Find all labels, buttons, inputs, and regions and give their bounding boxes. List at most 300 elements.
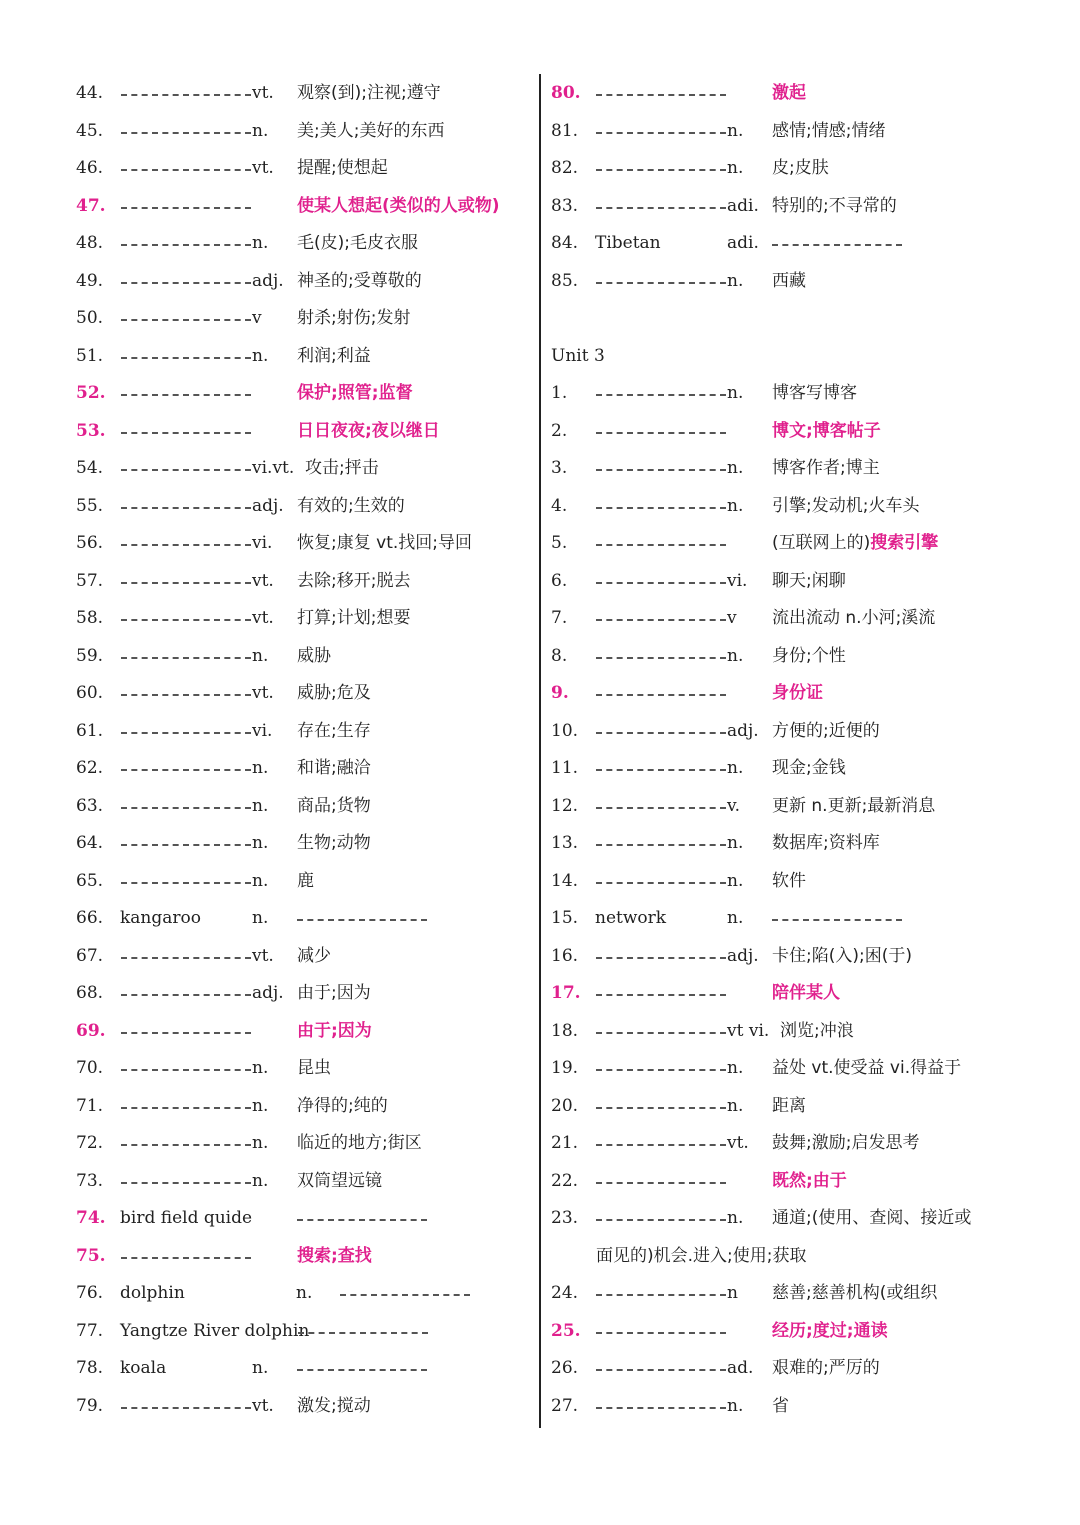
vocab-entry bbox=[551, 1313, 1031, 1351]
entry-number: 75. bbox=[76, 1245, 106, 1266]
part-of-speech: vi. bbox=[252, 720, 273, 741]
part-of-speech: adi. bbox=[727, 233, 759, 253]
chinese-meaning: 浏览;冲浪 bbox=[780, 1020, 854, 1041]
answer-blank[interactable] bbox=[121, 1181, 251, 1184]
chinese-meaning: 净得的;纯的 bbox=[297, 1095, 388, 1116]
answer-blank[interactable] bbox=[121, 506, 251, 509]
vocab-entry bbox=[76, 188, 538, 226]
entry-number: 62. bbox=[76, 758, 104, 778]
part-of-speech: n. bbox=[727, 495, 744, 516]
entry-number: 14. bbox=[551, 870, 579, 891]
answer-blank[interactable] bbox=[298, 1331, 428, 1334]
vocab-entry bbox=[76, 113, 538, 151]
part-of-speech: vi.vt. bbox=[252, 458, 295, 478]
entry-number: 49. bbox=[76, 270, 104, 291]
answer-blank[interactable] bbox=[121, 1106, 251, 1109]
chinese-meaning: 威胁;危及 bbox=[297, 683, 371, 703]
part-of-speech: n. bbox=[727, 758, 744, 778]
entry-number: 66. bbox=[76, 908, 104, 928]
answer-blank[interactable] bbox=[121, 393, 251, 396]
chinese-meaning: 存在;生存 bbox=[297, 720, 371, 741]
meaning-continuation bbox=[551, 1238, 1031, 1276]
part-of-speech: n. bbox=[252, 833, 269, 853]
chinese-meaning: 卡住;陷(入);困(于) bbox=[772, 945, 912, 966]
vocab-entry bbox=[76, 150, 538, 188]
part-of-speech: vt. bbox=[727, 1133, 749, 1153]
answer-blank[interactable] bbox=[121, 1143, 251, 1146]
chinese-meaning: 鹿 bbox=[297, 870, 314, 891]
left-vocab-column bbox=[76, 75, 538, 1425]
chinese-meaning: 由于;因为 bbox=[297, 1020, 372, 1041]
answer-blank[interactable] bbox=[596, 768, 726, 771]
entry-number: 3. bbox=[551, 458, 568, 478]
vocab-entry bbox=[551, 1163, 1031, 1201]
answer-blank[interactable] bbox=[596, 281, 726, 284]
answer-blank[interactable] bbox=[121, 956, 251, 959]
vocab-entry bbox=[551, 150, 1031, 188]
vocab-entry bbox=[76, 1275, 538, 1313]
answer-blank[interactable] bbox=[121, 356, 251, 359]
part-of-speech: n. bbox=[727, 383, 744, 403]
answer-blank[interactable] bbox=[596, 618, 726, 621]
entry-number: 12. bbox=[551, 795, 579, 816]
vocab-entry bbox=[551, 788, 1031, 826]
answer-blank[interactable] bbox=[596, 131, 726, 134]
entry-number: 17. bbox=[551, 983, 581, 1003]
answer-blank[interactable] bbox=[596, 656, 726, 659]
entry-number: 10. bbox=[551, 720, 579, 741]
vocab-entry bbox=[551, 638, 1031, 676]
answer-blank[interactable] bbox=[596, 1106, 726, 1109]
chinese-meaning: 和谐;融洽 bbox=[297, 758, 371, 778]
vocab-entry bbox=[76, 1238, 538, 1276]
entry-number: 74. bbox=[76, 1208, 106, 1228]
part-of-speech: n. bbox=[252, 1133, 269, 1153]
vocab-entry bbox=[551, 413, 1031, 451]
answer-blank[interactable] bbox=[596, 1143, 726, 1146]
vocab-entry bbox=[76, 1088, 538, 1126]
chinese-meaning bbox=[772, 525, 938, 563]
chinese-meaning: 既然;由于 bbox=[772, 1170, 847, 1191]
entry-number: 6. bbox=[551, 570, 568, 591]
part-of-speech: n. bbox=[252, 645, 269, 666]
entry-number: 55. bbox=[76, 495, 104, 516]
entry-number: 18. bbox=[551, 1020, 579, 1041]
answer-blank[interactable] bbox=[596, 1331, 726, 1334]
entry-number: 8. bbox=[551, 645, 568, 666]
chinese-meaning: 特别的;不寻常的 bbox=[772, 195, 897, 216]
answer-blank[interactable] bbox=[596, 956, 726, 959]
entry-number: 58. bbox=[76, 608, 104, 628]
answer-blank[interactable] bbox=[596, 1031, 726, 1034]
vocab-entry bbox=[551, 488, 1031, 526]
chinese-meaning: 身份证 bbox=[772, 683, 823, 703]
vocab-entry bbox=[551, 225, 1031, 263]
answer-blank[interactable] bbox=[596, 1406, 726, 1409]
chinese-meaning: 日日夜夜;夜以继日 bbox=[297, 420, 440, 441]
chinese-meaning: 打算;计划;想要 bbox=[297, 608, 411, 628]
part-of-speech: v. bbox=[727, 795, 740, 816]
vocab-entry bbox=[76, 375, 538, 413]
chinese-meaning: 博客作者;博主 bbox=[772, 458, 880, 478]
vocab-entry bbox=[551, 1350, 1031, 1388]
answer-blank[interactable] bbox=[121, 993, 251, 996]
chinese-meaning: 陪伴某人 bbox=[772, 983, 840, 1003]
answer-blank[interactable] bbox=[121, 206, 251, 209]
vocab-entry bbox=[76, 675, 538, 713]
entry-number: 19. bbox=[551, 1058, 579, 1078]
answer-blank[interactable] bbox=[121, 1406, 251, 1409]
english-word: Tibetan bbox=[595, 233, 661, 253]
english-word: network bbox=[595, 908, 667, 928]
entry-number: 45. bbox=[76, 120, 104, 141]
vocab-entry bbox=[551, 450, 1031, 488]
entry-number: 83. bbox=[551, 195, 579, 216]
answer-blank[interactable] bbox=[121, 656, 251, 659]
entry-number: 23. bbox=[551, 1208, 579, 1228]
vocab-entry bbox=[76, 525, 538, 563]
part-of-speech: ad. bbox=[727, 1358, 754, 1378]
vocab-entry bbox=[551, 563, 1031, 601]
answer-blank[interactable] bbox=[297, 1218, 427, 1221]
entry-number: 54. bbox=[76, 458, 104, 478]
answer-blank[interactable] bbox=[121, 543, 251, 546]
entry-number: 1. bbox=[551, 383, 568, 403]
part-of-speech: adj. bbox=[252, 495, 284, 516]
chinese-meaning: 临近的地方;街区 bbox=[297, 1133, 422, 1153]
chinese-meaning: 生物;动物 bbox=[297, 833, 371, 853]
vocab-entry bbox=[76, 450, 538, 488]
part-of-speech: n. bbox=[727, 270, 744, 291]
vocab-entry bbox=[551, 263, 1031, 301]
chinese-meaning: 由于;因为 bbox=[297, 983, 371, 1003]
vocab-entry bbox=[551, 1388, 1031, 1426]
answer-blank[interactable] bbox=[772, 918, 902, 921]
part-of-speech: vt. bbox=[252, 158, 274, 178]
part-of-speech: n. bbox=[252, 1358, 269, 1378]
vocab-entry bbox=[76, 1200, 538, 1238]
answer-blank[interactable] bbox=[121, 281, 251, 284]
vocab-entry bbox=[76, 863, 538, 901]
part-of-speech: n. bbox=[727, 158, 744, 178]
entry-number: 72. bbox=[76, 1133, 104, 1153]
answer-blank[interactable] bbox=[297, 1368, 427, 1371]
part-of-speech: n. bbox=[252, 233, 269, 253]
chinese-meaning: 数据库;资料库 bbox=[772, 833, 880, 853]
entry-number: 27. bbox=[551, 1395, 579, 1416]
answer-blank[interactable] bbox=[596, 1181, 726, 1184]
chinese-meaning: 减少 bbox=[297, 945, 331, 966]
answer-blank[interactable] bbox=[297, 918, 427, 921]
part-of-speech: vt. bbox=[252, 683, 274, 703]
vocab-entry bbox=[551, 675, 1031, 713]
entry-number: 63. bbox=[76, 795, 104, 816]
entry-number: 85. bbox=[551, 270, 579, 291]
chinese-meaning: 身份;个性 bbox=[772, 645, 846, 666]
vocab-entry bbox=[551, 113, 1031, 151]
answer-blank[interactable] bbox=[596, 881, 726, 884]
entry-number: 48. bbox=[76, 233, 104, 253]
entry-number: 46. bbox=[76, 158, 104, 178]
chinese-meaning: 距离 bbox=[772, 1095, 806, 1116]
entry-number: 68. bbox=[76, 983, 104, 1003]
vocab-entry bbox=[551, 975, 1031, 1013]
part-of-speech: vt. bbox=[252, 608, 274, 628]
english-word: Yangtze River dolphin bbox=[120, 1320, 310, 1341]
answer-blank[interactable] bbox=[121, 1031, 251, 1034]
answer-blank[interactable] bbox=[121, 93, 251, 96]
part-of-speech: n. bbox=[727, 833, 744, 853]
vocab-entry bbox=[76, 1388, 538, 1426]
part-of-speech: n. bbox=[252, 120, 269, 141]
part-of-speech: n. bbox=[252, 758, 269, 778]
chinese-meaning: 慈善;慈善机构(或组织 bbox=[772, 1283, 938, 1303]
answer-blank[interactable] bbox=[596, 731, 726, 734]
part-of-speech: adj. bbox=[727, 945, 759, 966]
vocab-entry bbox=[76, 975, 538, 1013]
vocab-entry bbox=[76, 713, 538, 751]
vocab-entry bbox=[551, 750, 1031, 788]
vocab-entry bbox=[76, 600, 538, 638]
answer-blank[interactable] bbox=[596, 581, 726, 584]
entry-number: 82. bbox=[551, 158, 579, 178]
answer-blank[interactable] bbox=[596, 806, 726, 809]
entry-number: 25. bbox=[551, 1320, 581, 1341]
answer-blank[interactable] bbox=[596, 1218, 726, 1221]
vocab-entry bbox=[551, 825, 1031, 863]
answer-blank[interactable] bbox=[121, 768, 251, 771]
vocab-entry bbox=[76, 338, 538, 376]
chinese-meaning: 射杀;射伤;发射 bbox=[297, 308, 411, 328]
answer-blank[interactable] bbox=[121, 131, 251, 134]
entry-number: 15. bbox=[551, 908, 579, 928]
chinese-meaning: 激发;搅动 bbox=[297, 1395, 371, 1416]
answer-blank[interactable] bbox=[121, 843, 251, 846]
unit-heading bbox=[551, 338, 1031, 376]
chinese-meaning: 软件 bbox=[772, 870, 806, 891]
entry-number: 4. bbox=[551, 495, 568, 516]
vocab-entry bbox=[76, 1050, 538, 1088]
answer-blank[interactable] bbox=[596, 1368, 726, 1371]
entry-number: 81. bbox=[551, 120, 579, 141]
answer-blank[interactable] bbox=[121, 806, 251, 809]
english-word: bird field quide bbox=[120, 1208, 253, 1228]
chinese-meaning: 引擎;发动机;火车头 bbox=[772, 495, 920, 516]
vocab-entry bbox=[76, 825, 538, 863]
entry-number: 13. bbox=[551, 833, 579, 853]
chinese-meaning: 现金;金钱 bbox=[772, 758, 846, 778]
answer-blank[interactable] bbox=[596, 468, 726, 471]
answer-blank[interactable] bbox=[121, 881, 251, 884]
answer-blank[interactable] bbox=[596, 168, 726, 171]
answer-blank[interactable] bbox=[121, 693, 251, 696]
part-of-speech: adi. bbox=[727, 195, 759, 216]
entry-number: 78. bbox=[76, 1358, 104, 1378]
part-of-speech: v bbox=[727, 608, 737, 628]
chinese-meaning: 艰难的;严厉的 bbox=[772, 1358, 880, 1378]
answer-blank[interactable] bbox=[121, 168, 251, 171]
answer-blank[interactable] bbox=[596, 1068, 726, 1071]
entry-number: 7. bbox=[551, 608, 568, 628]
answer-blank[interactable] bbox=[596, 393, 726, 396]
answer-blank[interactable] bbox=[596, 843, 726, 846]
entry-number: 64. bbox=[76, 833, 104, 853]
entry-number: 53. bbox=[76, 420, 106, 441]
vocab-entry bbox=[551, 863, 1031, 901]
answer-blank[interactable] bbox=[121, 731, 251, 734]
answer-blank[interactable] bbox=[121, 618, 251, 621]
answer-blank[interactable] bbox=[121, 243, 251, 246]
answer-blank[interactable] bbox=[121, 1068, 251, 1071]
chinese-meaning: 皮;皮肤 bbox=[772, 158, 829, 178]
entry-number: 24. bbox=[551, 1283, 579, 1303]
chinese-meaning: 商品;货物 bbox=[297, 795, 371, 816]
part-of-speech: n. bbox=[252, 1058, 269, 1078]
part-of-speech: adj. bbox=[252, 983, 284, 1003]
part-of-speech: vt. bbox=[252, 83, 274, 103]
chinese-meaning: 通道;(使用、查阅、接近或 bbox=[772, 1208, 972, 1228]
part-of-speech: n. bbox=[727, 870, 744, 891]
answer-blank[interactable] bbox=[596, 993, 726, 996]
entry-number: 11. bbox=[551, 758, 579, 778]
answer-blank[interactable] bbox=[121, 318, 251, 321]
part-of-speech: n. bbox=[727, 1058, 744, 1078]
answer-blank[interactable] bbox=[596, 1293, 726, 1296]
answer-blank[interactable] bbox=[596, 543, 726, 546]
entry-number: 84. bbox=[551, 233, 579, 253]
entry-number: 20. bbox=[551, 1095, 579, 1116]
meaning-prefix: (互联网上的) bbox=[772, 533, 871, 553]
vocab-entry bbox=[76, 750, 538, 788]
column-divider bbox=[539, 74, 541, 1428]
vocab-entry bbox=[76, 413, 538, 451]
entry-number: 67. bbox=[76, 945, 104, 966]
part-of-speech: vi. bbox=[252, 533, 273, 553]
chinese-meaning: 更新 n.更新;最新消息 bbox=[772, 795, 936, 816]
answer-blank[interactable] bbox=[121, 468, 251, 471]
vocab-entry bbox=[551, 375, 1031, 413]
chinese-meaning: 鼓舞;激励;启发思考 bbox=[772, 1133, 920, 1153]
entry-number: 79. bbox=[76, 1395, 104, 1416]
part-of-speech: adj. bbox=[727, 720, 759, 741]
meaning-text: 面见的)机会.进入;使用;获取 bbox=[596, 1245, 807, 1266]
english-word: koala bbox=[120, 1358, 167, 1378]
entry-number: 2. bbox=[551, 420, 568, 441]
answer-blank[interactable] bbox=[121, 431, 251, 434]
entry-number: 73. bbox=[76, 1170, 104, 1191]
entry-number: 47. bbox=[76, 195, 106, 216]
part-of-speech: vt vi. bbox=[727, 1020, 770, 1041]
answer-blank[interactable] bbox=[596, 506, 726, 509]
chinese-meaning: 省 bbox=[772, 1395, 789, 1416]
chinese-meaning: 攻击;抨击 bbox=[305, 458, 379, 478]
part-of-speech: vt. bbox=[252, 1395, 274, 1416]
entry-number: 59. bbox=[76, 645, 104, 666]
vocab-entry bbox=[551, 525, 1031, 563]
answer-blank[interactable] bbox=[340, 1293, 470, 1296]
chinese-meaning: 激起 bbox=[772, 83, 806, 103]
vocab-entry bbox=[551, 938, 1031, 976]
part-of-speech: n bbox=[727, 1283, 738, 1303]
vocab-entry bbox=[551, 1275, 1031, 1313]
vocab-entry bbox=[76, 263, 538, 301]
part-of-speech: n. bbox=[727, 1208, 744, 1228]
vocab-entry bbox=[76, 938, 538, 976]
chinese-meaning: 益处 vt.使受益 vi.得益于 bbox=[772, 1058, 962, 1078]
entry-number: 57. bbox=[76, 570, 104, 591]
entry-number: 16. bbox=[551, 945, 579, 966]
vocab-entry bbox=[76, 75, 538, 113]
entry-number: 21. bbox=[551, 1133, 579, 1153]
vocab-entry bbox=[551, 188, 1031, 226]
entry-number: 69. bbox=[76, 1020, 106, 1041]
part-of-speech: vt. bbox=[252, 945, 274, 966]
vocab-entry bbox=[76, 225, 538, 263]
vocab-entry bbox=[551, 600, 1031, 638]
part-of-speech: n. bbox=[727, 1095, 744, 1116]
answer-blank[interactable] bbox=[121, 581, 251, 584]
chinese-meaning: 流出流动 n.小河;溪流 bbox=[772, 608, 936, 628]
chinese-meaning: 方便的;近便的 bbox=[772, 720, 880, 741]
english-word: dolphin bbox=[120, 1283, 185, 1303]
part-of-speech: n. bbox=[252, 795, 269, 816]
vocab-entry bbox=[76, 300, 538, 338]
spacer bbox=[551, 300, 1031, 338]
vocab-entry bbox=[551, 713, 1031, 751]
entry-number: 76. bbox=[76, 1283, 104, 1303]
part-of-speech: vt. bbox=[252, 570, 274, 591]
chinese-meaning: 博客写博客 bbox=[772, 383, 857, 403]
vocab-entry bbox=[76, 1163, 538, 1201]
part-of-speech: n. bbox=[727, 645, 744, 666]
english-word: kangaroo bbox=[120, 908, 201, 928]
vocab-entry bbox=[551, 1013, 1031, 1051]
chinese-meaning: 博文;博客帖子 bbox=[772, 420, 881, 441]
chinese-meaning: 去除;移开;脱去 bbox=[297, 570, 411, 591]
part-of-speech: n. bbox=[252, 870, 269, 891]
answer-blank[interactable] bbox=[121, 1256, 251, 1259]
chinese-meaning: 经历;度过;通读 bbox=[772, 1320, 888, 1341]
chinese-meaning: 神圣的;受尊敬的 bbox=[297, 270, 422, 291]
answer-blank[interactable] bbox=[596, 693, 726, 696]
entry-number: 52. bbox=[76, 383, 106, 403]
chinese-meaning: 感情;情感;情绪 bbox=[772, 120, 886, 141]
vocab-entry bbox=[551, 1050, 1031, 1088]
chinese-meaning: 毛(皮);毛皮衣服 bbox=[297, 233, 418, 253]
meaning-highlight: 搜索引擎 bbox=[870, 533, 939, 553]
chinese-meaning: 有效的;生效的 bbox=[297, 495, 405, 516]
chinese-meaning: 双筒望远镜 bbox=[297, 1170, 382, 1191]
answer-blank[interactable] bbox=[772, 243, 902, 246]
answer-blank[interactable] bbox=[596, 206, 726, 209]
chinese-meaning: 利润;利益 bbox=[297, 345, 371, 366]
entry-number: 22. bbox=[551, 1170, 579, 1191]
answer-blank[interactable] bbox=[596, 93, 726, 96]
entry-number: 80. bbox=[551, 83, 581, 103]
entry-number: 77. bbox=[76, 1320, 104, 1341]
chinese-meaning: 昆虫 bbox=[297, 1058, 331, 1078]
entry-number: 71. bbox=[76, 1095, 104, 1116]
chinese-meaning: 西藏 bbox=[772, 270, 806, 291]
entry-number: 51. bbox=[76, 345, 104, 366]
vocab-entry bbox=[551, 1200, 1031, 1238]
vocab-entry bbox=[76, 488, 538, 526]
right-vocab-column bbox=[551, 75, 1031, 1425]
entry-number: 65. bbox=[76, 870, 104, 891]
part-of-speech: n. bbox=[727, 1395, 744, 1416]
answer-blank[interactable] bbox=[596, 431, 726, 434]
vocab-entry bbox=[76, 1013, 538, 1051]
